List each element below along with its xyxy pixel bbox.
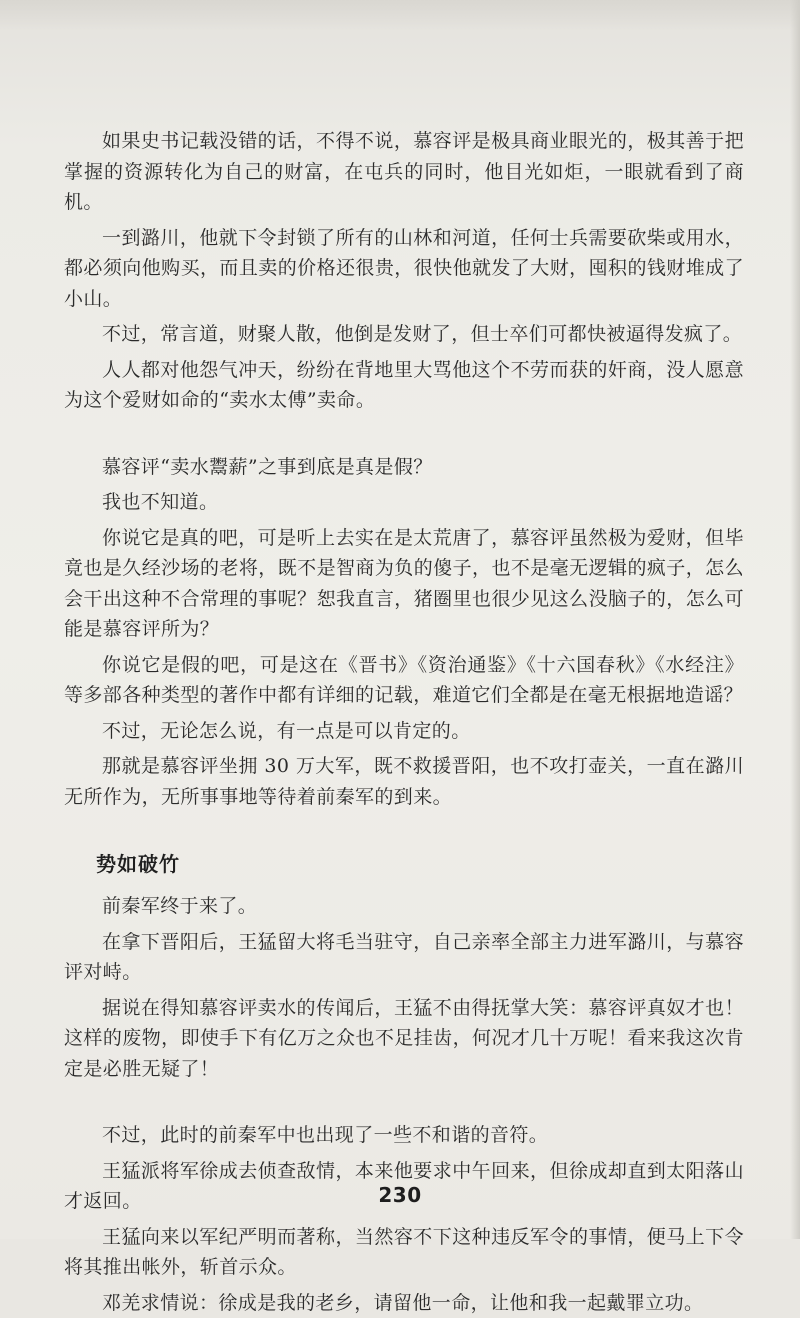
paragraph: 你说它是假的吧，可是这在《晋书》《资治通鉴》《十六国春秋》《水经注》等多部各种类型的著作中都有详细的记载，难道它们全都是在毫无根据地造谣？ [64, 650, 744, 711]
paragraph: 据说在得知慕容评卖水的传闻后，王猛不由得抚掌大笑：慕容评真奴才也！这样的废物，即使手下有亿万之众也不足挂齿，何况才几十万呢！看来我这次肯定是必胜无疑了！ [64, 993, 744, 1085]
page-top-shadow [0, 0, 800, 30]
paragraph: 在拿下晋阳后，王猛留大将毛当驻守，自己亲率全部主力进军潞川，与慕容评对峙。 [64, 927, 744, 988]
page-number: 230 [0, 1183, 800, 1207]
paragraph: 前秦军终于来了。 [64, 891, 744, 922]
paragraph: 不过，此时的前秦军中也出现了一些不和谐的音符。 [64, 1120, 744, 1151]
paragraph: 那就是慕容评坐拥 30 万大军，既不救援晋阳，也不攻打壶关，一直在潞川无所作为，无所事事地等待着前秦军的到来。 [64, 751, 744, 812]
paragraph: 不过，常言道，财聚人散，他倒是发财了，但士卒们可都快被逼得发疯了。 [64, 319, 744, 350]
paragraph: 王猛派将军徐成去侦查敌情，本来他要求中午回来，但徐成却直到太阳落山才返回。 [64, 1156, 744, 1217]
paragraph: 人人都对他怨气冲天，纷纷在背地里大骂他这个不劳而获的奸商，没人愿意为这个爱财如命的“卖水太傅”卖命。 [64, 355, 744, 416]
paragraph: 慕容评“卖水鬻薪”之事到底是真是假？ [64, 452, 744, 483]
page-right-shadow [790, 0, 800, 1239]
paragraph: 我也不知道。 [64, 487, 744, 518]
section-heading: 势如破竹 [96, 849, 744, 879]
body-text [64, 126, 744, 1318]
paragraph: 王猛向来以军纪严明而著称，当然容不下这种违反军令的事情，便马上下令将其推出帐外，斩首示众。 [64, 1222, 744, 1283]
paragraph: 邓羌求情说：徐成是我的老乡，请留他一命，让他和我一起戴罪立功。 [64, 1288, 744, 1318]
paragraph: 不过，无论怎么说，有一点是可以肯定的。 [64, 716, 744, 747]
paragraph: 你说它是真的吧，可是听上去实在是太荒唐了，慕容评虽然极为爱财，但毕竟也是久经沙场的老将，既不是智商为负的傻子，也不是毫无逻辑的疯子，怎么会干出这种不合常理的事呢？恕我直言，猪圈里也很少见这么没脑子的，怎么可能是慕容评所为？ [64, 523, 744, 645]
paragraph: 如果史书记载没错的话，不得不说，慕容评是极具商业眼光的，极其善于把掌握的资源转化为自己的财富，在屯兵的同时，他目光如炬，一眼就看到了商机。 [64, 126, 744, 218]
paragraph: 一到潞川，他就下令封锁了所有的山林和河道，任何士兵需要砍柴或用水，都必须向他购买，而且卖的价格还很贵，很快他就发了大财，囤积的钱财堆成了小山。 [64, 223, 744, 315]
